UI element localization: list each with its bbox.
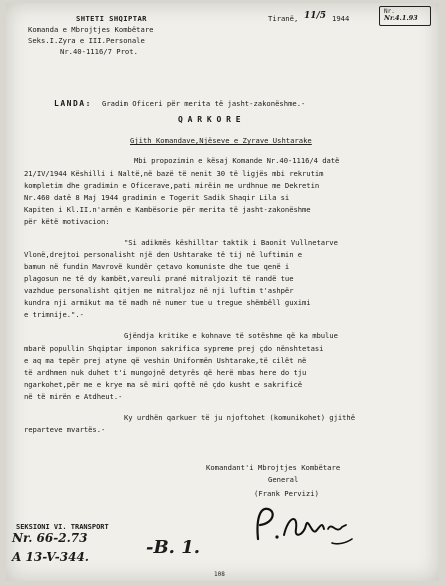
subject-text: Gradim Oficeri për merita të jasht-zakonëshme.- [102,99,306,108]
body-line: kompletim dhe gradimin e Oficerave,pati mirëin me urdhnue me Dekretin [24,181,320,190]
body-line: e aq ma tepër prej atyne që veshin Uniformën Ushtarake,të cilët në [24,356,307,365]
body-line: reparteve mvartës.- [24,425,106,434]
body-line: Ky urdhën qarkuer të ju njoftohet (komunikohet) gjithë [124,413,355,422]
body-line: "Si adikmës këshilltar taktik i Baonit Vullnetarve [124,238,338,247]
subject-label: LANDA: [54,99,92,108]
page-number: 108 [214,571,225,578]
body-line: 21/IV/1944 Këshilli i Naltë,në bazë të nenit 30 të ligjës mbi rekrutim [24,169,324,178]
body-line: Kapiten i Kl.II.n'armën e Kambësorie për merita të jasht-zakonëshme [24,205,311,214]
handwritten-signature [246,499,356,549]
body-line: Gjëndja kritike e kohnave të sotëshme që ka mbulue [124,331,338,340]
signature-rank: General [268,475,299,484]
body-line: Vlonë,drejtoi personalisht një den Ushtarake të tij në luftimin e [24,250,303,259]
body-line: të ardhmen nuk duhet t'i mungojnë detyrës që herë mbas here do tju [24,368,307,377]
stamp-line-2: Nr.4.1.93 [384,14,418,22]
body-line: plagosun ne të dy kambët,vareuli prané mitraljozit të randë tue [24,274,294,283]
body-line: kundra nji armikut ma të madh në numer tue u tregue shëmbëll guximi [24,298,311,307]
header-title: SHTETI SHQIPTAR [76,14,147,23]
body-line: mbarë popullin Shqiptar imponon sakrifica sypreme prej çdo nënshtetasi [24,344,324,353]
body-line: në të mirën e Atdheut.- [24,392,123,401]
body-line: ngarkohet,për me e krye ma së miri qoftë në çdo kusht e sakrificë [24,380,303,389]
document-type-title: Q A R K O R E [178,115,241,124]
header-year: 1944 [332,14,350,23]
office-stamp: SEKSIONI VI. TRANSPORT [16,523,109,531]
signature-title: Komandant'i Mbrojtjes Kombëtare [206,463,341,472]
header-city-date: 11/5 [304,11,327,21]
header-number: Nr.40-1116/7 Prot. [60,47,138,56]
body-line: Mbi propozimin e kësaj Komande Nr.40-1116/4 datë [134,156,340,165]
registry-stamp [379,6,431,26]
body-line: Nr.460 datë 8 Maj 1944 gradimin e Togerit Sadik Shaqir Lila si [24,193,290,202]
document-page [6,3,439,581]
handwritten-date: A 13-V-344. [12,550,89,564]
signature-name: (Frank Pervizi) [254,489,319,498]
handwritten-number: Nr. 66-2.73 [12,531,88,545]
addressee-line: Gjith Komandave,Njëseve e Zyrave Ushtarake [130,136,312,145]
header-section: Seks.I.Zyra e III.Personale [28,36,145,45]
body-line: e trimnije.".- [24,310,84,319]
body-line: për këtë motivacion: [24,217,110,226]
header-ministry: Komanda e Mbrojtjes Kombëtare [28,25,154,34]
body-line: bamun në fundin Mavrovë kundër çetavo komuniste dhe tue qenë i [24,262,290,271]
handwritten-mark: -B. 1. [146,537,201,558]
stamp-line-1: Nr. [384,8,395,15]
header-city: Tiranë, [268,14,299,23]
body-line: vazhdue personalisht qitjen me mitraljoz në nji luftim t'ashpër [24,286,294,295]
